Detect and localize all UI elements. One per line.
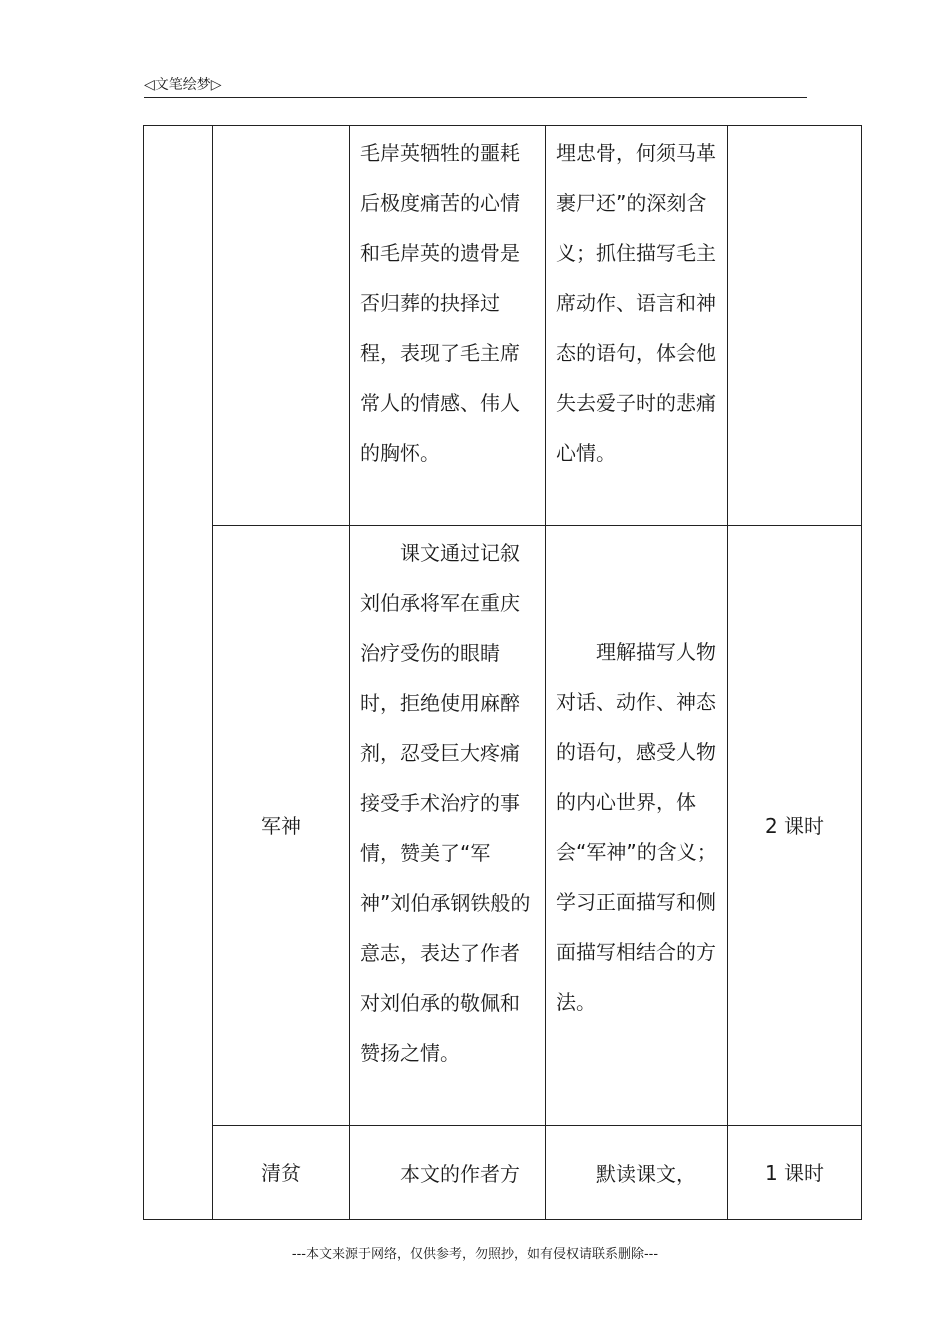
header-title: ◁文笔绘梦▷ xyxy=(144,77,222,93)
lesson-goal-cell: 埋忠骨，何须马革裹尸还”的深刻含义；抓住描写毛主席动作、语言和神态的语句，体会他失去爱子时的悲痛心情。 xyxy=(546,126,728,526)
lesson-title-cell: 清贫 xyxy=(213,1126,350,1220)
lesson-plan-table xyxy=(143,125,862,1220)
lesson-goal-cell: 默读课文， xyxy=(546,1126,728,1220)
footer-disclaimer: ---本文来源于网络，仅供参考，勿照抄，如有侵权请联系删除--- xyxy=(291,1247,659,1262)
lesson-title-cell xyxy=(213,126,350,526)
header-divider xyxy=(144,97,807,98)
lesson-title-cell: 军神 xyxy=(213,526,350,1126)
lesson-hours-cell: 1 课时 xyxy=(728,1126,862,1220)
lesson-goal-cell: 理解描写人物对话、动作、神态的语句，感受人物的内心世界，体会“军神”的含义；学习正面描写和侧面描写相结合的方法。 xyxy=(546,526,728,1126)
table-row xyxy=(144,126,862,526)
table-row xyxy=(144,526,862,1126)
lesson-hours-cell: 2 课时 xyxy=(728,526,862,1126)
table-row xyxy=(144,1126,862,1220)
lesson-hours-cell xyxy=(728,126,862,526)
unit-cell xyxy=(144,126,213,1220)
lesson-content-cell: 课文通过记叙刘伯承将军在重庆治疗受伤的眼睛时，拒绝使用麻醉剂，忍受巨大疼痛接受手术治疗的事情，赞美了“军神”刘伯承钢铁般的意志，表达了作者对刘伯承的敬佩和赞扬之情。 xyxy=(350,526,546,1126)
lesson-content-cell: 毛岸英牺牲的噩耗后极度痛苦的心情和毛岸英的遗骨是否归葬的抉择过程，表现了毛主席常人的情感、伟人的胸怀。 xyxy=(350,126,546,526)
lesson-content-cell: 本文的作者方 xyxy=(350,1126,546,1220)
